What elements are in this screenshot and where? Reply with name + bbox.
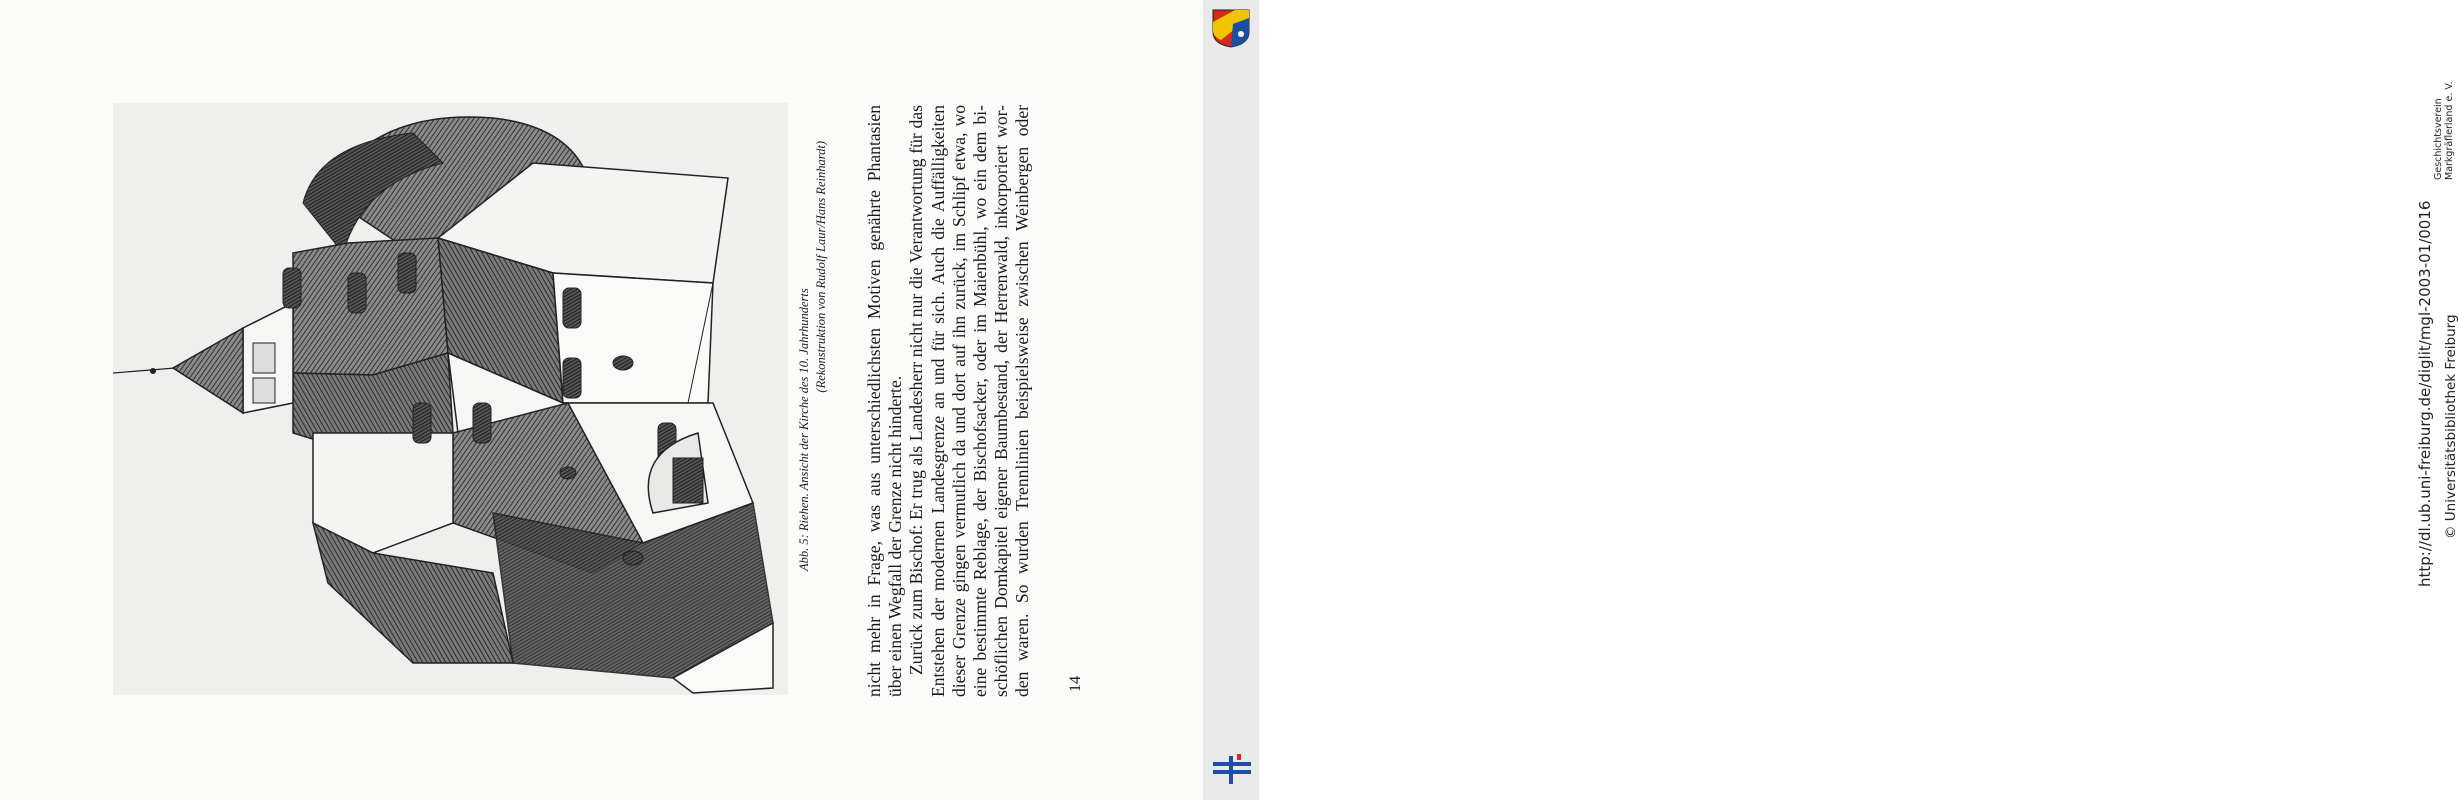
scanned-page: [0, 0, 1203, 800]
body-text: [864, 105, 1034, 697]
body-line: eine bestimmte Reblage, der Bischofsacker, oder im Maienbühl, wo ein dem bi-: [969, 105, 990, 697]
viewer-sidebar: [1203, 0, 2459, 800]
body-line: Zurück zum Bischof: Er trug als Landesherr nicht nur die Verantwortung für das: [906, 105, 927, 675]
church-illustration: [113, 103, 788, 695]
copyright-notice: © Universitätsbibliothek Freiburg: [2443, 314, 2459, 539]
geschichtsverein-logo: [1209, 8, 1253, 48]
permalink-url[interactable]: http://dl.ub.uni-freiburg.de/diglit/mgl-2003-01/0016: [2416, 200, 2434, 587]
body-line: den waren. So wurden Trennlinien beispielsweise zwischen Weinbergen oder: [1012, 105, 1033, 697]
body-line: schöflichen Domkapitel eigener Baumbestand, der Herrenwald, inkorporiert wor-: [991, 105, 1012, 697]
figure-caption: [796, 141, 830, 571]
org-line-1: Geschichtsverein: [2433, 98, 2444, 180]
org-line-2: Markgräflerland e. V.: [2444, 81, 2455, 180]
body-line: Entstehen der modernen Landesgrenze an und für sich. Auch die Auffälligkeiten: [927, 105, 948, 697]
body-line: nicht mehr in Frage, was aus unterschiedlichsten Motiven genährte Phantasien: [864, 105, 884, 697]
page-number: 14: [1067, 676, 1084, 692]
church-drawing: [113, 103, 788, 695]
caption-line-2: (Rekonstruktion von Rudolf Laur/Hans Reinhardt): [814, 141, 828, 393]
body-line: über einen Wegfall der Grenze nicht hinderte.: [885, 375, 906, 697]
body-line: dieser Grenze gingen vermutlich da und dort auf ihn zurück, im Schlipf etwa, wo: [948, 105, 969, 697]
sidebar-org-name: [2433, 81, 2455, 180]
caption-line-1: Abb. 5: Riehen. Ansicht der Kirche des 10. Jahrhunderts: [797, 288, 811, 571]
ub-freiburg-logo: [1209, 748, 1253, 788]
